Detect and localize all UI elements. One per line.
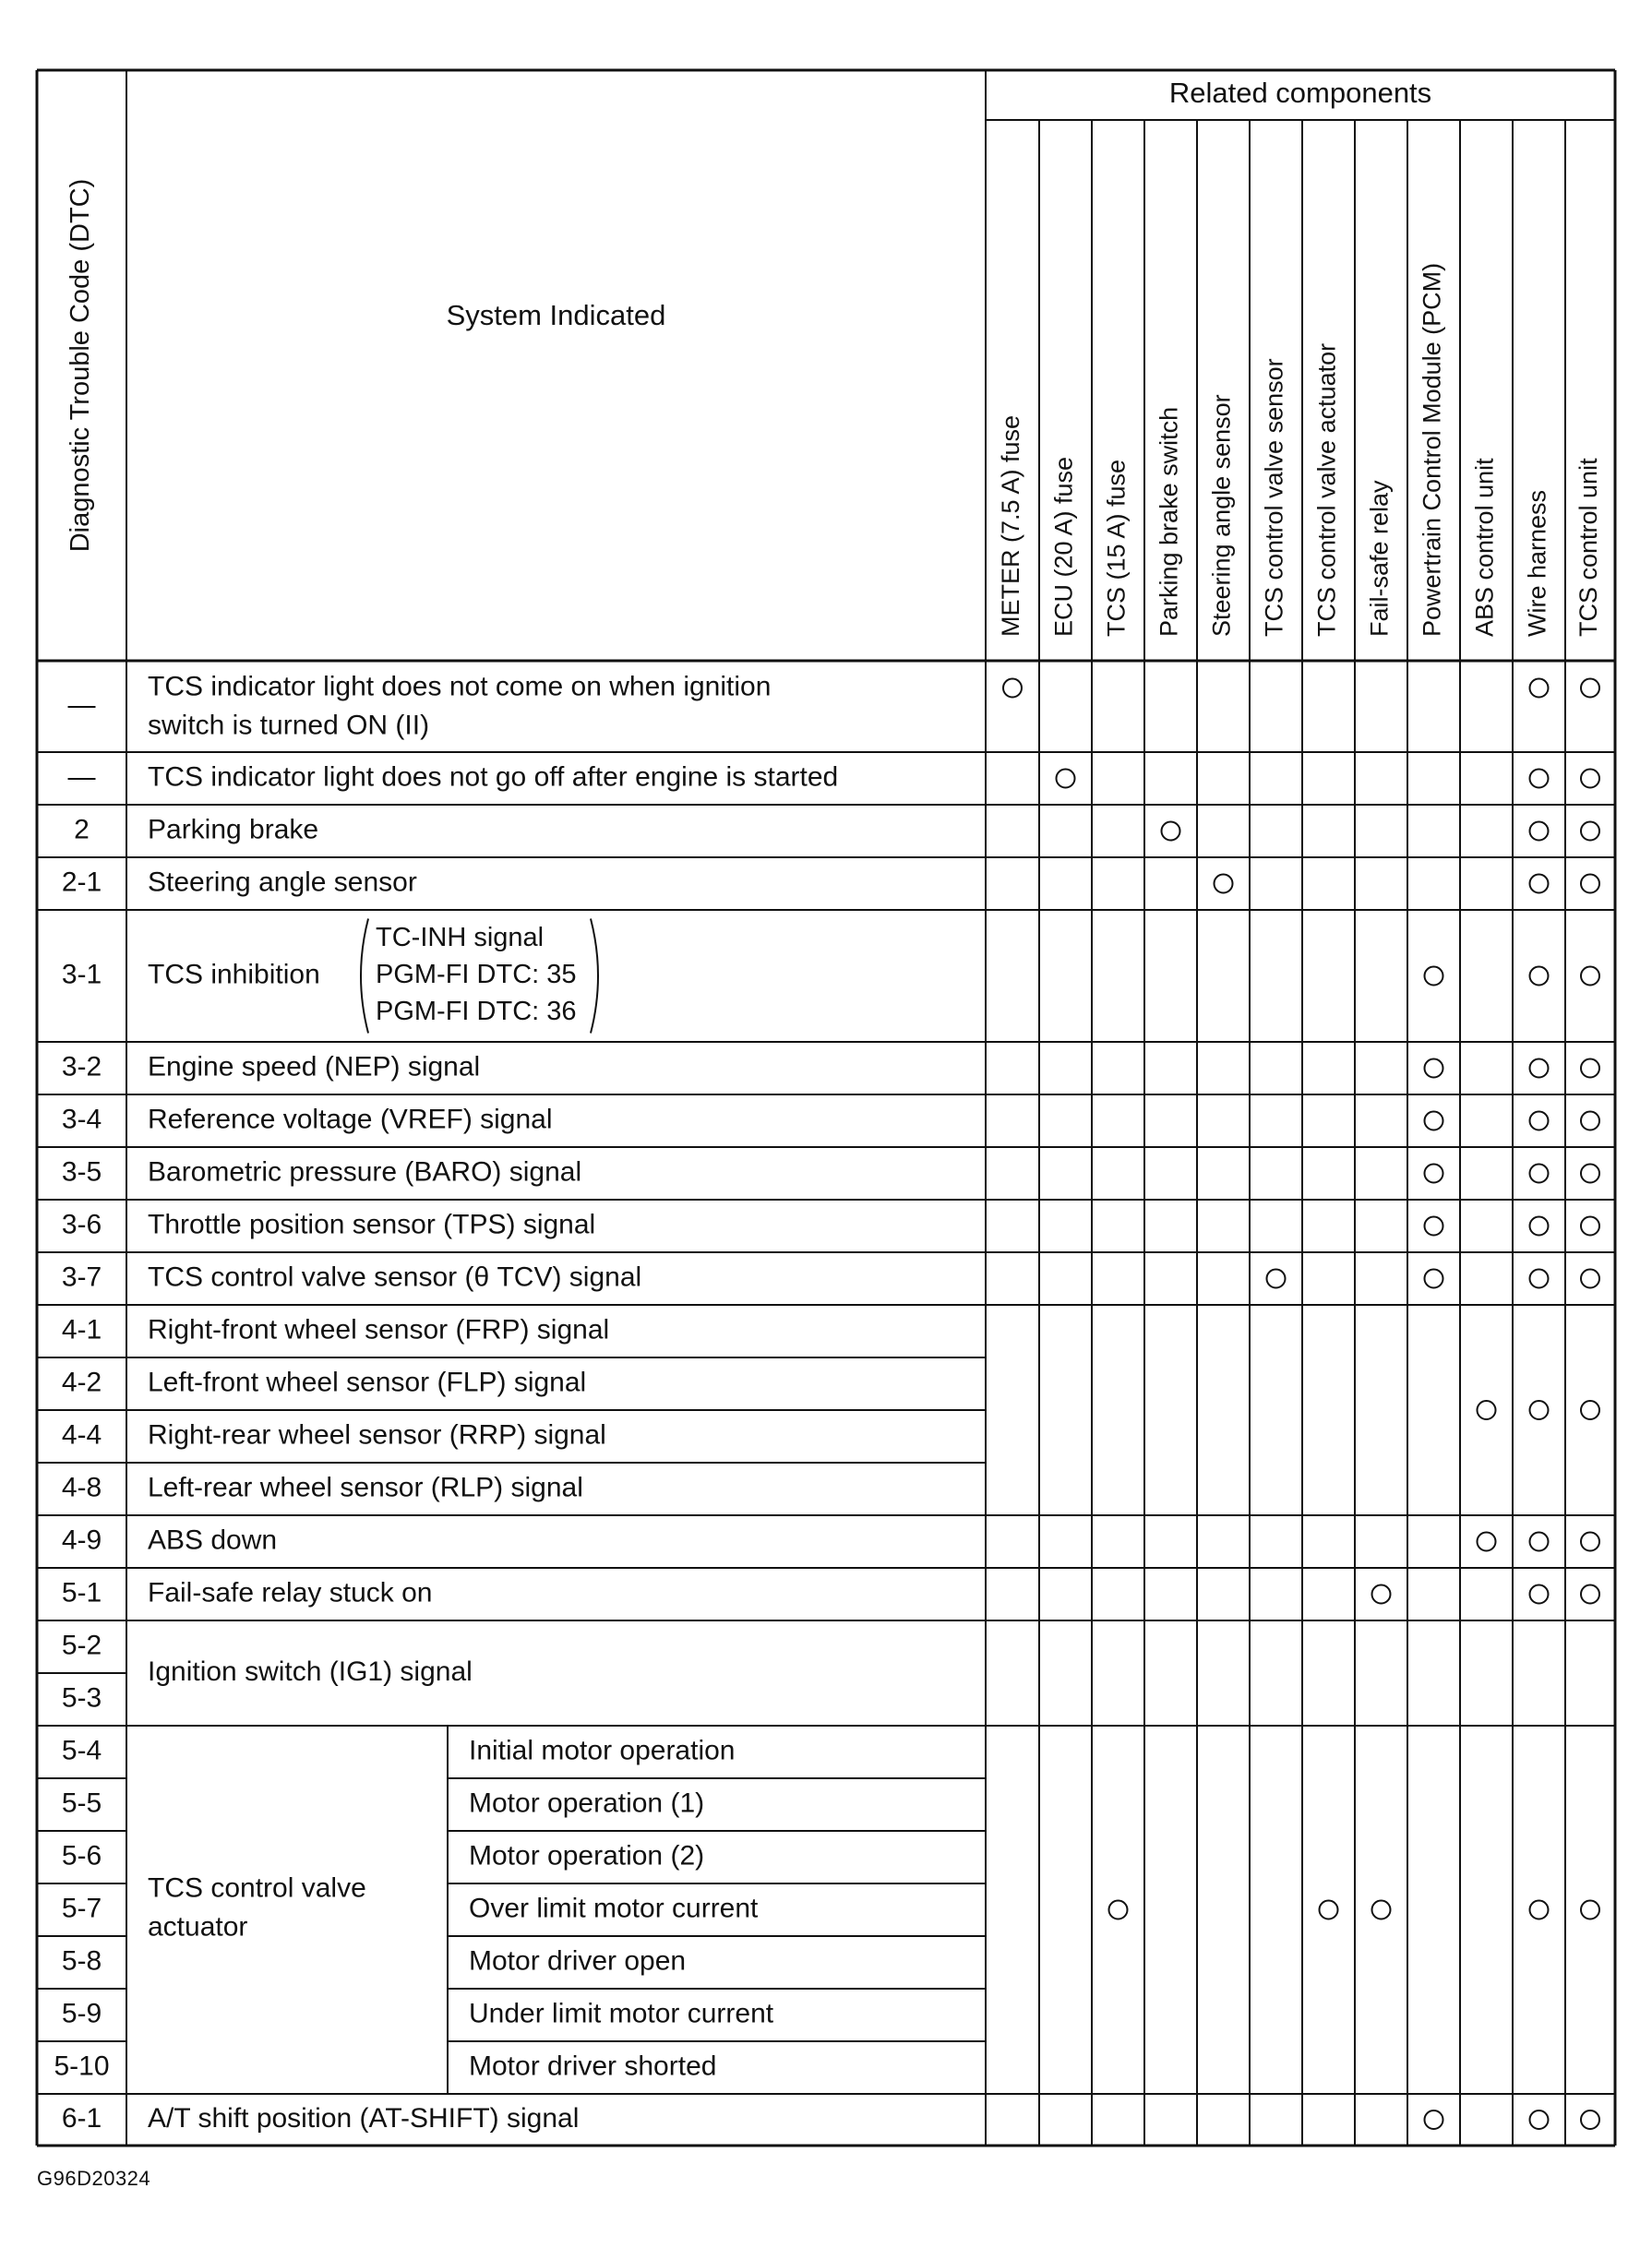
circle-mark [1530, 1165, 1549, 1183]
component-header-4: Steering angle sensor [1207, 394, 1236, 637]
circle-mark [1109, 1901, 1128, 1919]
system-label: TCS control valve [148, 1872, 366, 1904]
circle-mark [1581, 875, 1599, 893]
circle-mark [1530, 822, 1549, 841]
dtc-code: 4-4 [61, 1419, 102, 1451]
system-label: Reference voltage (VREF) signal [148, 1104, 553, 1135]
system-label: Left-front wheel sensor (FLP) signal [148, 1367, 587, 1398]
circle-mark [1372, 1901, 1391, 1919]
related-components-header: Related components [1168, 77, 1432, 110]
circle-mark [1478, 1401, 1496, 1419]
system-label: Parking brake [148, 814, 319, 845]
circle-mark [1425, 1112, 1443, 1130]
circle-mark [1530, 679, 1549, 698]
system-label: TCS control valve sensor (θ TCV) signal [148, 1262, 642, 1293]
dtc-code: 3-1 [61, 959, 102, 990]
actuator-detail: Under limit motor current [469, 1998, 774, 2029]
component-header-2: TCS (15 A) fuse [1102, 459, 1131, 637]
circle-mark [1425, 1270, 1443, 1288]
inhibition-signal: PGM-FI DTC: 35 [376, 960, 577, 990]
system-label: ABS down [148, 1525, 278, 1556]
dtc-code: 5-3 [61, 1682, 102, 1714]
circle-mark [1581, 1585, 1599, 1604]
circle-mark [1267, 1270, 1286, 1288]
dtc-code: 5-4 [61, 1735, 102, 1766]
component-header-3: Parking brake switch [1155, 406, 1183, 637]
system-label: Right-rear wheel sensor (RRP) signal [148, 1419, 606, 1451]
circle-mark [1581, 822, 1599, 841]
circle-mark [1581, 1112, 1599, 1130]
circle-mark [1530, 1217, 1549, 1236]
dtc-code: 5-8 [61, 1945, 102, 1977]
dtc-code: — [67, 761, 96, 793]
circle-mark [1530, 1112, 1549, 1130]
dtc-code: 6-1 [61, 2102, 102, 2134]
inhibition-signal: PGM-FI DTC: 36 [376, 997, 577, 1027]
circle-mark [1162, 822, 1180, 841]
circle-mark [1057, 770, 1075, 788]
dtc-code: 4-2 [61, 1367, 102, 1398]
circle-mark [1581, 1165, 1599, 1183]
circle-mark [1581, 1217, 1599, 1236]
system-label: switch is turned ON (II) [148, 710, 430, 741]
circle-mark [1530, 1401, 1549, 1419]
actuator-detail: Motor driver open [469, 1945, 687, 1977]
actuator-detail: Motor driver shorted [469, 2051, 717, 2082]
circle-mark [1530, 1585, 1549, 1604]
circle-mark [1581, 1270, 1599, 1288]
circle-mark [1530, 1059, 1549, 1078]
circle-mark [1425, 1059, 1443, 1078]
dtc-code: 5-5 [61, 1788, 102, 1819]
dtc-code: 5-9 [61, 1998, 102, 2029]
component-header-1: ECU (20 A) fuse [1049, 456, 1078, 637]
circle-mark [1581, 770, 1599, 788]
bracket-left [361, 919, 368, 1034]
system-label: Barometric pressure (BARO) signal [148, 1156, 582, 1188]
circle-mark [1372, 1585, 1391, 1604]
circle-mark [1581, 1901, 1599, 1919]
dtc-code: 5-10 [54, 2051, 110, 2082]
circle-mark [1530, 770, 1549, 788]
circle-mark [1425, 967, 1443, 986]
dtc-code: 3-2 [61, 1051, 102, 1082]
system-label: TCS indicator light does not go off after engine is started [148, 761, 839, 793]
dtc-code: 3-6 [61, 1209, 102, 1240]
circle-mark [1581, 1533, 1599, 1551]
dtc-code: 4-8 [61, 1472, 102, 1503]
dtc-column-header: Diagnostic Trouble Code (DTC) [66, 178, 96, 553]
component-header-10: Wire harness [1523, 489, 1551, 637]
bracket-right [591, 919, 598, 1034]
system-label: Steering angle sensor [148, 867, 417, 898]
component-header-11: TCS control unit [1574, 458, 1603, 637]
circle-mark [1581, 2111, 1599, 2129]
dtc-code: 5-2 [61, 1630, 102, 1661]
dtc-code: 2-1 [61, 867, 102, 898]
dtc-code: 4-1 [61, 1314, 102, 1345]
component-header-7: Fail-safe relay [1365, 480, 1394, 637]
component-header-5: TCS control valve sensor [1260, 358, 1288, 637]
circle-mark [1530, 875, 1549, 893]
dtc-code: 3-4 [61, 1104, 102, 1135]
circle-mark [1003, 679, 1022, 698]
system-label: Throttle position sensor (TPS) signal [148, 1209, 596, 1240]
circle-mark [1425, 1217, 1443, 1236]
system-label: Left-rear wheel sensor (RLP) signal [148, 1472, 583, 1503]
inhibition-signal: TC-INH signal [376, 923, 545, 953]
circle-mark [1581, 967, 1599, 986]
circle-mark [1530, 2111, 1549, 2129]
circle-mark [1530, 1901, 1549, 1919]
circle-mark [1425, 2111, 1443, 2129]
system-label: Engine speed (NEP) signal [148, 1051, 481, 1082]
actuator-detail: Over limit motor current [469, 1893, 759, 1924]
system-label: Right-front wheel sensor (FRP) signal [148, 1314, 610, 1345]
system-label: Fail-safe relay stuck on [148, 1577, 433, 1608]
circle-mark [1581, 1401, 1599, 1419]
system-label: actuator [148, 1911, 248, 1943]
component-header-8: Powertrain Control Module (PCM) [1418, 262, 1446, 637]
system-label: TCS inhibition [148, 959, 320, 990]
actuator-detail: Motor operation (1) [469, 1788, 705, 1819]
dtc-code: — [67, 689, 96, 721]
dtc-code: 5-6 [61, 1840, 102, 1871]
circle-mark [1581, 679, 1599, 698]
system-label: TCS indicator light does not come on when ignition [148, 671, 772, 702]
dtc-code: 2 [74, 814, 90, 845]
circle-mark [1530, 1533, 1549, 1551]
component-header-9: ABS control unit [1470, 458, 1499, 637]
circle-mark [1581, 1059, 1599, 1078]
dtc-code: 3-5 [61, 1156, 102, 1188]
dtc-code: 5-7 [61, 1893, 102, 1924]
dtc-code: 4-9 [61, 1525, 102, 1556]
figure-code: G96D20324 [37, 2167, 151, 2190]
system-label: A/T shift position (AT-SHIFT) signal [148, 2102, 580, 2134]
component-header-6: TCS control valve actuator [1312, 342, 1341, 637]
circle-mark [1478, 1533, 1496, 1551]
dtc-code: 5-1 [61, 1577, 102, 1608]
actuator-detail: Motor operation (2) [469, 1840, 705, 1871]
circle-mark [1530, 1270, 1549, 1288]
system-label: Ignition switch (IG1) signal [148, 1656, 473, 1687]
circle-mark [1320, 1901, 1338, 1919]
circle-mark [1530, 967, 1549, 986]
circle-mark [1215, 875, 1233, 893]
component-header-0: METER (7.5 A) fuse [997, 414, 1025, 637]
dtc-code: 3-7 [61, 1262, 102, 1293]
actuator-detail: Initial motor operation [469, 1735, 736, 1766]
system-column-header: System Indicated [446, 299, 666, 332]
circle-mark [1425, 1165, 1443, 1183]
